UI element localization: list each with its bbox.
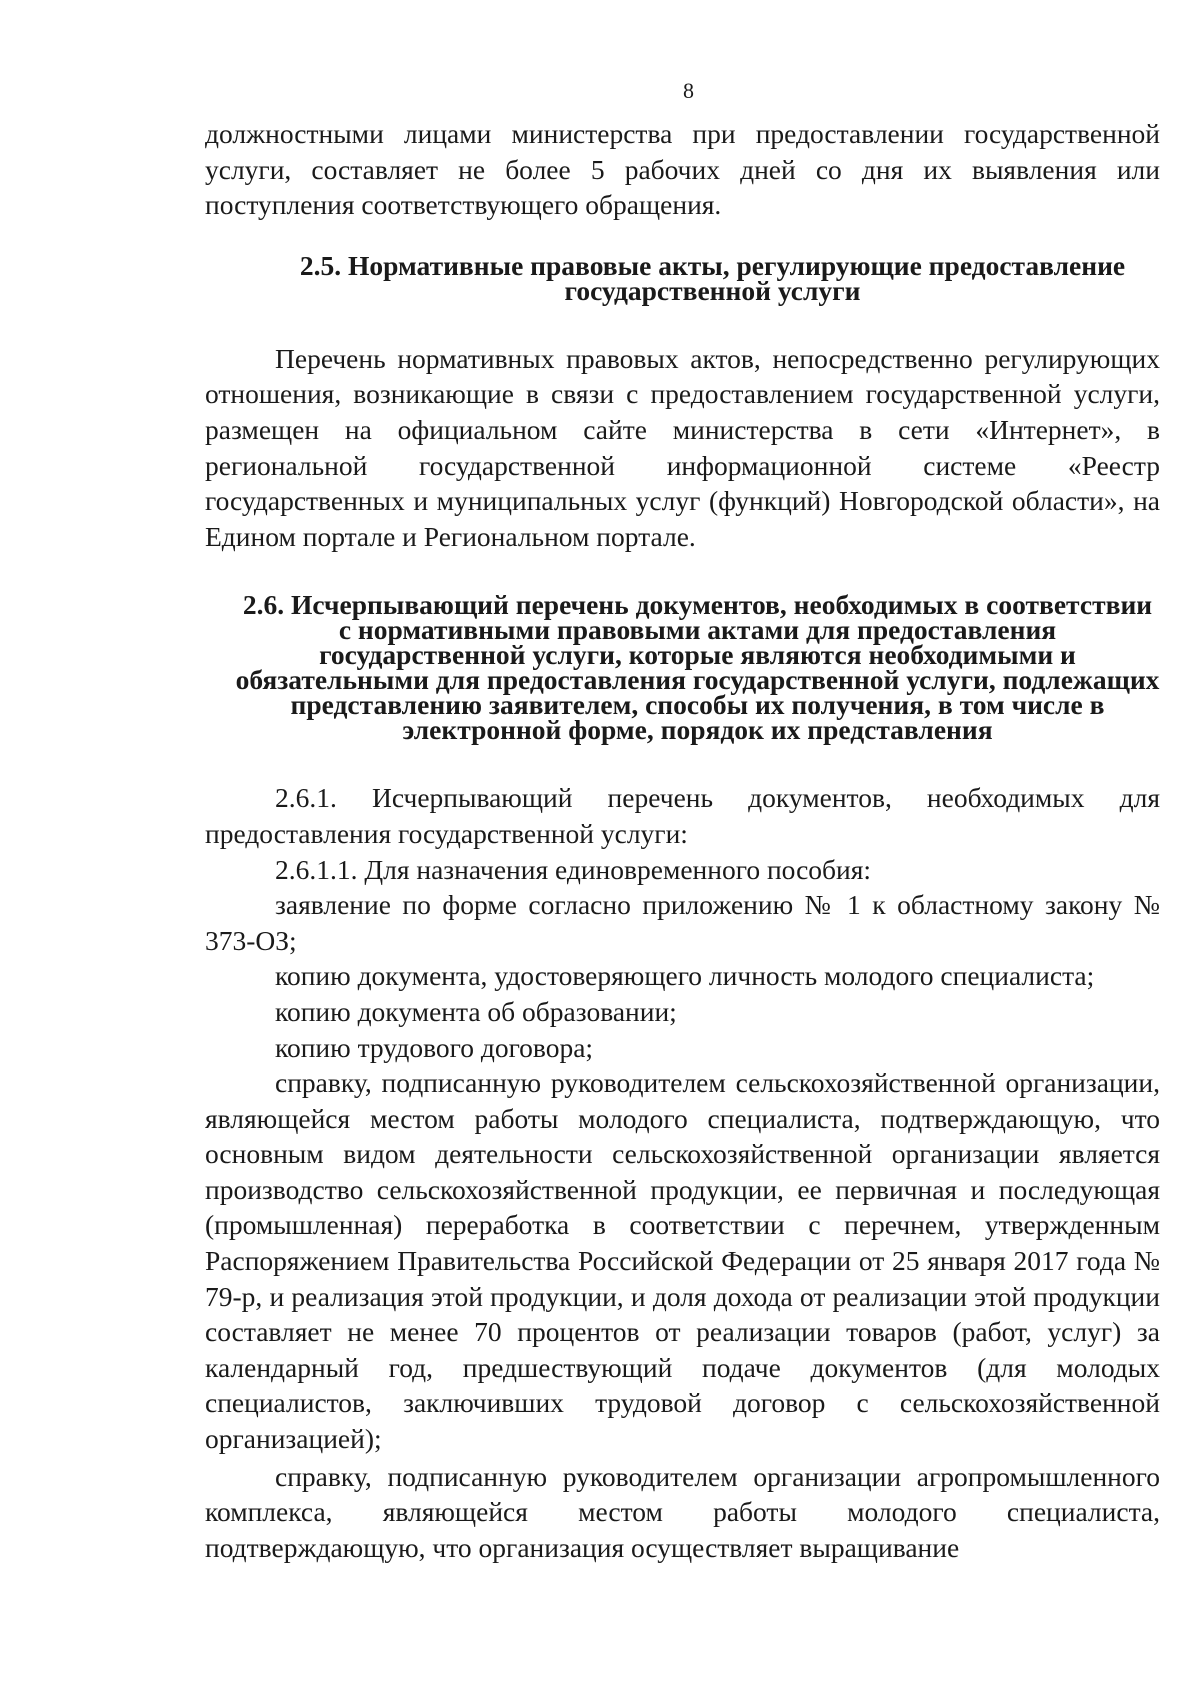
list-item-agro-complex-certificate: справку, подписанную руководителем организации агропромышленного комплекса, являющейся местом работы молодого специалиста, подтверждающую, что организация осуществляет выращивание — [205, 1460, 1160, 1563]
list-item-application: заявление по форме согласно приложению № 1 к областному закону № 373-ОЗ; — [205, 889, 1160, 956]
list-item-contract-copy: копию трудового договора; — [275, 1031, 594, 1063]
paragraph-2-5-body: Перечень нормативных правовых актов, непосредственно регулирующих отношения, возникающие в связи с предоставлением государственной услуги, размещен на официальном сайте министерства в сети «Интернет», в региональной государственной информационной системе «Реестр государственных и муниципальных услуг (функций) Новгородской области», на Едином портале и Региональном портале. — [205, 342, 1160, 552]
section-heading-2-6: 2.6. Исчерпывающий перечень документов, необходимых в соответствии с нормативными правовыми актами для предоставления государственной услуги, которые являются необходимыми и обязательными для предоставления государственной услуги, подлежащих представлению заявителем, способы их получения, в том числе в электронной форме, порядок их представления — [235, 589, 1160, 746]
paragraph-continuation: должностными лицами министерства при предоставлении государственной услуги, составляет не более 5 рабочих дней со дня их выявления или поступления соответствующего обращения. — [205, 118, 1160, 221]
paragraph-2-6-1-1: 2.6.1.1. Для назначения единовременного пособия: — [275, 853, 872, 885]
list-item-agri-org-certificate: справку, подписанную руководителем сельскохозяйственной организации, являющейся местом работы молодого специалиста, подтверждающую, что основным видом деятельности сельскохозяйственной организации является производство сельскохозяйственной продукции, ее первичная и последующая (промышленная) переработка в соответствии с перечнем, утвержденным Распоряжением Правительства Российской Федерации от 25 января 2017 года № 79-р, и реализация этой продукции, и доля дохода от реализации этой продукции составляет не менее 70 процентов от реализации товаров (работ, услуг) за календарный год, предшествующий подаче документов (для молодых специалистов, заключивших трудовой договор с сельскохозяйственной организацией); — [205, 1067, 1160, 1455]
paragraph-2-6-1: 2.6.1. Исчерпывающий перечень документов, необходимых для предоставления государственной услуги: — [205, 782, 1160, 849]
list-item-identity-copy: копию документа, удостоверяющего личность молодого специалиста; — [275, 960, 1095, 992]
section-heading-2-5: 2.5. Нормативные правовые акты, регулирующие предоставление государственной услуги — [299, 249, 1126, 306]
document-page — [205, 78, 1160, 1565]
page-number: 8 — [683, 78, 694, 103]
list-item-education-copy: копию документа об образовании; — [275, 995, 677, 1027]
